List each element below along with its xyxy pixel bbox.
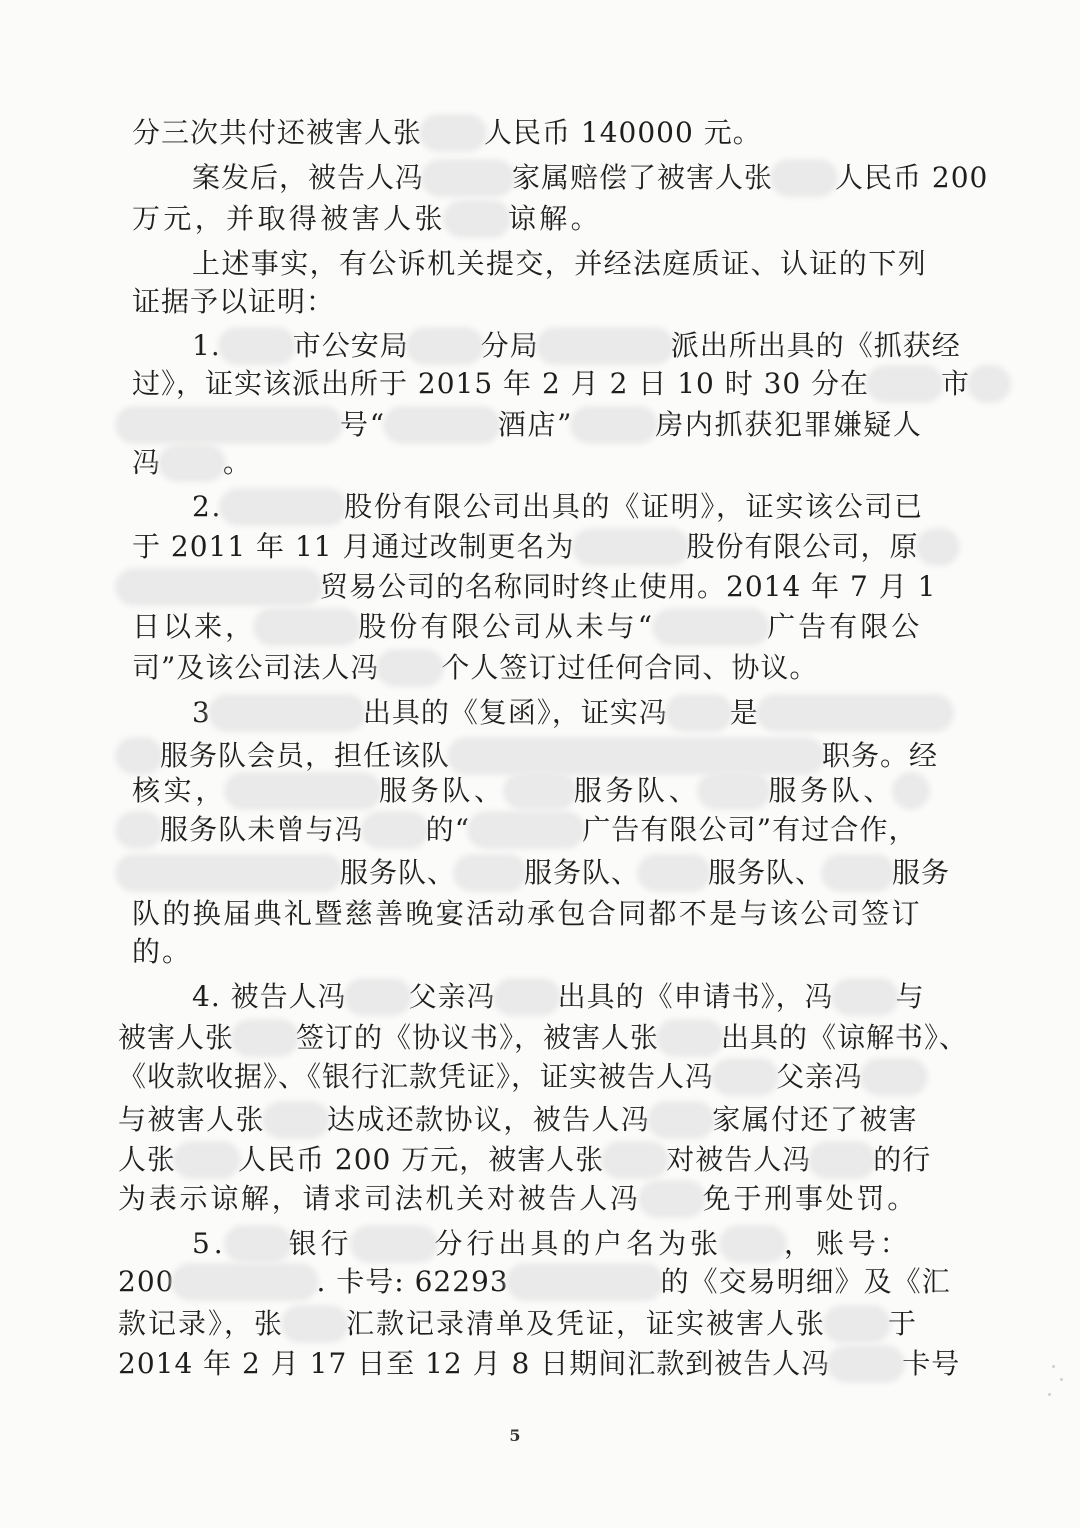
text-segment: 签订的《协议书》，被害人张 [296, 1021, 660, 1054]
redaction-blur [507, 776, 573, 806]
redaction-blur [177, 1145, 237, 1175]
text-line [132, 769, 927, 813]
text-segment: 于 [888, 1307, 919, 1340]
redaction-blur [119, 741, 159, 771]
text-segment: 是 [729, 696, 759, 729]
text-segment: 贸易公司的名称同时终止使用。2014 年 7 月 1 [320, 570, 937, 603]
text-segment: 家属付还了被害 [712, 1103, 919, 1136]
text-segment: 的“ [425, 813, 471, 846]
text-segment: 个人签订过任何合同、协议。 [441, 651, 819, 684]
text-line [118, 1342, 960, 1386]
text-segment: 分三次共付还被害人张 [132, 116, 423, 149]
text-segment: 2. [192, 490, 223, 523]
scan-speck [1048, 1393, 1051, 1396]
text-line [118, 1055, 925, 1099]
redaction-blur [510, 1267, 660, 1297]
redaction-blur [641, 858, 707, 888]
text-segment: 出具的《谅解书》、 [721, 1021, 969, 1054]
text-segment: 银行 [288, 1227, 353, 1260]
text-segment: 服务队、 [379, 774, 506, 807]
text-line [118, 1260, 951, 1304]
text-segment: 市 [941, 367, 971, 400]
text-segment: 出具的《复函》，证实冯 [362, 696, 668, 729]
text-segment: 上述事实，有公诉机关提交，并经法庭质证、认证的下列 [192, 247, 928, 280]
text-segment: 服务队未曾与冯 [160, 813, 364, 846]
text-segment: 出具的《申请书》，冯 [557, 980, 834, 1013]
text-segment: 人民币 200 万元，被害人张 [238, 1143, 605, 1176]
text-segment: 案发后，被告人冯 [192, 161, 425, 194]
redaction-blur [228, 1229, 288, 1259]
redaction-blur [870, 369, 940, 399]
redaction-blur [423, 118, 483, 148]
text-segment: 万元，并取得被害人张 [132, 202, 446, 235]
text-segment: 谅解。 [507, 202, 603, 235]
redaction-blur [365, 815, 425, 845]
text-line [118, 565, 937, 609]
redaction-blur [723, 1229, 783, 1259]
text-segment: 父亲冯 [776, 1060, 864, 1093]
text-line [192, 975, 925, 1019]
text-segment: 5. [192, 1227, 227, 1260]
text-line [132, 525, 957, 569]
text-line [192, 156, 988, 200]
text-segment: 人民币 200 [835, 161, 989, 194]
text-segment: 日以来， [132, 610, 257, 643]
text-line [132, 605, 922, 649]
redaction-blur [257, 612, 357, 642]
text-segment: 《收款收据》、《银行汇款凭证》，证实被告人冯 [118, 1060, 715, 1093]
text-segment: 职务。经 [822, 739, 939, 772]
text-segment: 服务 [892, 856, 951, 889]
text-line [118, 1016, 968, 1060]
redaction-blur [660, 1023, 720, 1053]
text-segment: 家属赔偿了被害人张 [512, 161, 774, 194]
redaction-blur [175, 1267, 315, 1297]
page-number: 5 [509, 1426, 521, 1445]
text-line [118, 1177, 918, 1221]
redaction-blur [119, 815, 159, 845]
redaction-blur [212, 698, 362, 728]
text-segment: 的《交易明细》及《汇 [660, 1265, 951, 1298]
text-segment: 股份有限公司，原 [686, 530, 919, 563]
text-segment: 人民币 140000 元。 [484, 116, 762, 149]
redaction-blur [835, 982, 895, 1012]
redaction-blur [451, 741, 821, 771]
redaction-blur [651, 1105, 711, 1135]
text-segment: 2014 年 2 月 17 日至 12 月 8 日期间汇款到被告人冯 [118, 1347, 831, 1380]
redaction-blur [354, 1229, 434, 1259]
text-segment: 人张 [118, 1143, 177, 1176]
text-segment: 广告有限公 [767, 610, 923, 643]
text-segment: . 卡号: 62293 [316, 1265, 509, 1298]
redaction-blur [410, 331, 480, 361]
text-line [132, 892, 922, 936]
text-segment: 卡号 [902, 1347, 961, 1380]
redaction-blur [222, 331, 292, 361]
text-segment: 证据予以证明： [132, 285, 336, 318]
text-line [118, 1302, 918, 1346]
redaction-blur [457, 858, 523, 888]
redaction-blur [576, 532, 686, 562]
redaction-blur [642, 1184, 702, 1214]
text-segment: 达成还款协议，被告人冯 [326, 1103, 651, 1136]
text-segment: 分行出具的户名为张 [434, 1227, 722, 1260]
text-segment: 派出所出具的《抓获经 [670, 329, 961, 362]
text-segment: 于 2011 年 11 月通过改制更名为 [132, 530, 575, 563]
text-segment: 对被告人冯 [666, 1143, 812, 1176]
text-segment: 4. 被告人冯 [192, 980, 347, 1013]
text-segment: 服务队、 [708, 856, 825, 889]
text-segment: 的。 [132, 935, 193, 968]
redaction-blur [827, 1309, 887, 1339]
text-segment: 的行 [873, 1143, 932, 1176]
redaction-blur [471, 815, 581, 845]
text-segment: 为表示谅解，请求司法机关对被告人冯 [118, 1182, 641, 1215]
redaction-blur [825, 858, 891, 888]
text-segment: ，账号： [783, 1227, 912, 1260]
redaction-blur [971, 369, 1007, 399]
text-segment: 过》，证实该派出所于 2015 年 2 月 2 日 10 时 30 分在 [132, 367, 870, 400]
redaction-blur [162, 448, 222, 478]
text-segment: 被害人张 [118, 1021, 235, 1054]
text-segment: 市公安局 [292, 329, 409, 362]
text-line [132, 111, 762, 155]
text-segment: 股份有限公司从未与“ [358, 610, 656, 643]
text-segment: 房内抓获犯罪嫌疑人 [655, 408, 923, 441]
text-segment: 款记录》，张 [118, 1307, 285, 1340]
redaction-blur [920, 532, 956, 562]
text-line [192, 691, 951, 735]
text-segment: 与 [895, 980, 925, 1013]
text-segment: 服务队、 [340, 856, 457, 889]
text-segment: 服务队、 [573, 774, 701, 807]
redaction-blur [348, 982, 408, 1012]
text-segment: 父亲冯 [408, 980, 496, 1013]
text-segment: 1. [192, 329, 221, 362]
text-line [192, 485, 924, 529]
redaction-blur [119, 572, 319, 602]
text-segment: 汇款记录清单及凭证，证实被害人张 [346, 1307, 827, 1340]
scan-speck [1060, 1378, 1063, 1381]
redaction-blur [387, 410, 497, 440]
redaction-blur [235, 1023, 295, 1053]
text-segment: 酒店” [497, 408, 574, 441]
text-segment: 。 [223, 446, 253, 479]
redaction-blur [266, 1105, 326, 1135]
text-line [118, 851, 950, 895]
redaction-blur [774, 163, 834, 193]
text-segment: 股份有限公司出具的《证明》，证实该公司已 [344, 490, 924, 523]
redaction-blur [119, 410, 339, 440]
redaction-blur [228, 776, 378, 806]
text-segment: 免于刑事处罚。 [702, 1182, 919, 1215]
text-segment: 分局 [480, 329, 539, 362]
text-segment: 广告有限公司”有过合作， [582, 813, 918, 846]
text-segment: 核实， [132, 774, 228, 807]
redaction-blur [605, 1145, 665, 1175]
redaction-blur [540, 331, 670, 361]
redaction-blur [285, 1309, 345, 1339]
redaction-blur [715, 1062, 775, 1092]
redaction-blur [896, 776, 926, 806]
text-line [132, 362, 1008, 406]
redaction-blur [574, 410, 654, 440]
redaction-blur [425, 163, 511, 193]
redaction-blur [831, 1349, 901, 1379]
text-segment: 司”及该公司法人冯 [132, 651, 380, 684]
redaction-blur [497, 982, 557, 1012]
text-line [132, 197, 602, 241]
text-segment: 服务队会员，担任该队 [160, 739, 451, 772]
redaction-blur [864, 1062, 924, 1092]
text-segment: 与被害人张 [118, 1103, 265, 1136]
text-line [118, 1098, 918, 1142]
text-line [118, 808, 918, 852]
text-segment: 服务队、 [524, 856, 641, 889]
redaction-blur [669, 698, 729, 728]
redaction-blur [223, 492, 343, 522]
text-segment: 3 [192, 696, 211, 729]
redaction-blur [447, 204, 507, 234]
scan-speck [1052, 1365, 1055, 1368]
text-line [132, 930, 192, 974]
text-line [118, 1138, 931, 1182]
text-segment: 200 [118, 1265, 175, 1298]
redaction-blur [701, 776, 767, 806]
redaction-blur [656, 612, 766, 642]
text-segment: 队的换届典礼暨慈善晚宴活动承包合同都不是与该公司签订 [132, 897, 923, 930]
text-segment: 冯 [132, 446, 162, 479]
redaction-blur [380, 653, 440, 683]
text-line [132, 441, 252, 485]
redaction-blur [812, 1145, 872, 1175]
redaction-blur [119, 858, 339, 888]
text-line [132, 280, 335, 324]
text-line [132, 646, 818, 690]
text-segment: 号“ [340, 408, 386, 441]
text-segment: 服务队、 [768, 774, 896, 807]
redaction-blur [760, 698, 950, 728]
